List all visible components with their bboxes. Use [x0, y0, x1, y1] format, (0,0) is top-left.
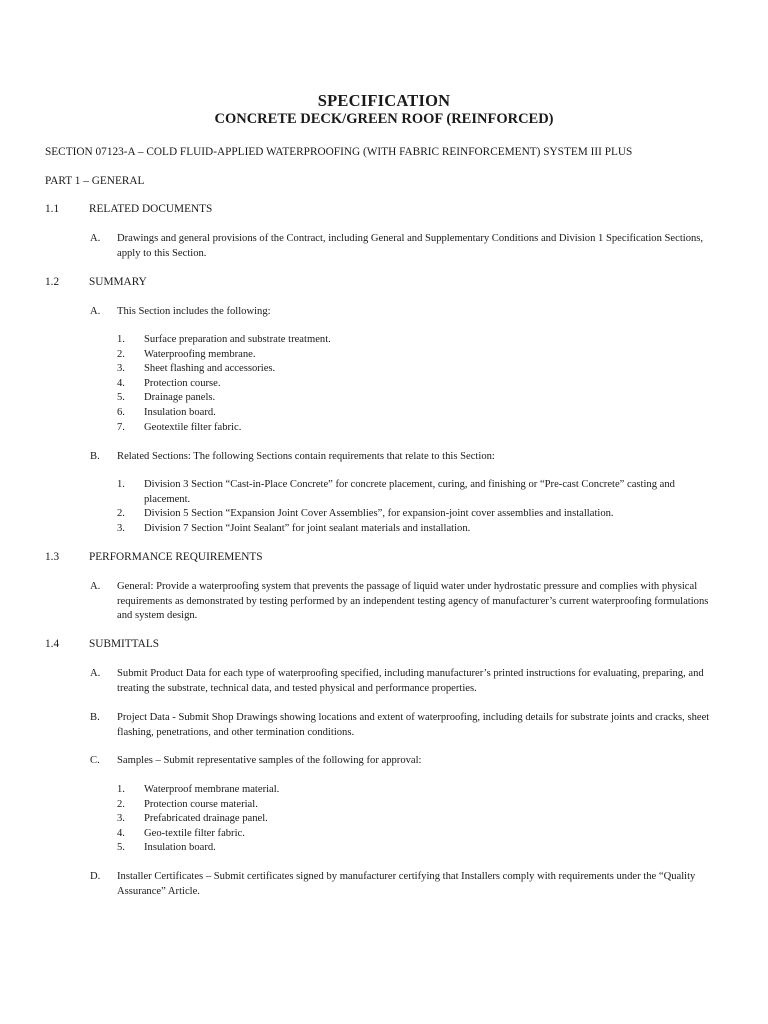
list-text: Insulation board.	[144, 406, 216, 418]
article-number: 1.3	[45, 551, 60, 563]
list-item	[117, 798, 717, 813]
list-number: 3.	[117, 363, 125, 375]
list-number: 6.	[117, 406, 125, 418]
list-item	[117, 377, 717, 392]
paragraph	[90, 667, 710, 696]
list-number: 1.	[117, 334, 125, 345]
list-number: 1.	[117, 479, 125, 490]
paragraph-letter: A.	[90, 233, 101, 244]
article-title: RELATED DOCUMENTS	[89, 203, 213, 215]
paragraph-letter: B.	[90, 451, 100, 462]
list-number: 3.	[117, 813, 125, 825]
list-item	[117, 841, 717, 856]
paragraph-letter: B.	[90, 712, 100, 723]
list-number: 3.	[117, 522, 125, 534]
paragraph	[90, 754, 710, 769]
document-title: SPECIFICATION	[317, 91, 451, 110]
list-item	[117, 421, 717, 436]
list-item	[117, 783, 717, 798]
list-item	[117, 406, 717, 421]
paragraph	[90, 232, 710, 261]
paragraph-text: Samples – Submit representative samples of the following for approval:	[117, 755, 422, 766]
list-item	[117, 333, 717, 348]
list-text: Geotextile filter fabric.	[144, 421, 242, 433]
list-number: 1.	[117, 784, 125, 795]
list-number: 2.	[117, 798, 125, 810]
paragraph-letter: A.	[90, 306, 101, 317]
list-text: Geo-textile filter fabric.	[144, 827, 245, 839]
list-item	[117, 812, 717, 827]
paragraph-letter: C.	[90, 755, 100, 766]
list-item	[117, 362, 717, 377]
article-title: SUBMITTALS	[89, 638, 160, 650]
list-number: 2.	[117, 348, 125, 360]
list-text: Division 5 Section “Expansion Joint Cover Assemblies”, for expansion-joint cover assemblies and installation.	[144, 508, 614, 520]
list-number: 5.	[117, 392, 125, 404]
article-title: SUMMARY	[89, 276, 147, 288]
list-item	[117, 391, 717, 406]
list-text: Division 7 Section “Joint Sealant” for joint sealant materials and installation.	[144, 522, 471, 534]
list-text: Drainage panels.	[144, 392, 216, 404]
list-number: 4.	[117, 827, 125, 839]
section-heading: SECTION 07123-A – COLD FLUID-APPLIED WATERPROOFING (WITH FABRIC REINFORCEMENT) SYSTEM III PLUS	[45, 146, 633, 158]
paragraph	[90, 870, 710, 899]
list-item	[117, 348, 717, 363]
paragraph	[90, 450, 710, 465]
list-text: Division 3 Section “Cast-in-Place Concrete” for concrete placement, curing, and finishing or “Pre-cast Concrete” casting and placement.	[144, 479, 675, 505]
paragraph-letter: A.	[90, 668, 101, 679]
samples-list	[117, 783, 717, 856]
list-item	[117, 507, 717, 522]
list-number: 7.	[117, 421, 125, 433]
paragraph-letter: D.	[90, 871, 101, 882]
paragraph-text: General: Provide a waterproofing system that prevents the passage of liquid water under hydrostatic pressure and complies with physical requirements as demonstrated by testing performed by an independent testing agency of manufacturer’s current waterproofing formulations and system design.	[117, 581, 709, 622]
part-heading: PART 1 – GENERAL	[45, 175, 145, 187]
paragraph	[90, 305, 710, 320]
list-text: Waterproofing membrane.	[144, 348, 256, 360]
list-text: Prefabricated drainage panel.	[144, 813, 268, 825]
article-number: 1.1	[45, 203, 60, 215]
summary-list	[117, 333, 717, 435]
paragraph-text: Submit Product Data for each type of waterproofing specified, including manufacturer’s printed instructions for evaluating, preparing, and treating the substrate, technical data, and tested physical and performance properties.	[117, 668, 704, 694]
paragraph-text: Drawings and general provisions of the Contract, including General and Supplementary Conditions and Division 1 Specification Sections, apply to this Section.	[117, 233, 704, 259]
list-item	[117, 827, 717, 842]
list-text: Insulation board.	[144, 842, 216, 854]
document-subtitle: CONCRETE DECK/GREEN ROOF (REINFORCED)	[214, 111, 554, 127]
list-text: Protection course material.	[144, 798, 258, 810]
list-number: 5.	[117, 842, 125, 854]
paragraph-text: Installer Certificates – Submit certificates signed by manufacturer certifying that Installers comply with requirements under the “Quality Assurance” Article.	[117, 871, 696, 897]
list-text: Waterproof membrane material.	[144, 784, 280, 795]
paragraph	[90, 580, 710, 624]
list-number: 2.	[117, 508, 125, 520]
paragraph	[90, 711, 710, 740]
list-item	[117, 478, 717, 507]
related-sections-list	[117, 478, 717, 536]
paragraph-letter: A.	[90, 581, 101, 592]
list-number: 4.	[117, 377, 125, 389]
article-title: PERFORMANCE REQUIREMENTS	[89, 551, 263, 563]
list-text: Surface preparation and substrate treatment.	[144, 334, 331, 345]
article-number: 1.2	[45, 276, 60, 288]
list-text: Protection course.	[144, 377, 221, 389]
list-text: Sheet flashing and accessories.	[144, 363, 276, 375]
paragraph-text: Related Sections: The following Sections contain requirements that relate to this Section:	[117, 451, 495, 462]
paragraph-text: Project Data - Submit Shop Drawings showing locations and extent of waterproofing, including details for substrate joints and cracks, sheet flashing, penetrations, and other termination conditions.	[117, 712, 710, 738]
article-number: 1.4	[45, 638, 60, 650]
paragraph-text: This Section includes the following:	[117, 306, 271, 317]
list-item	[117, 522, 717, 537]
